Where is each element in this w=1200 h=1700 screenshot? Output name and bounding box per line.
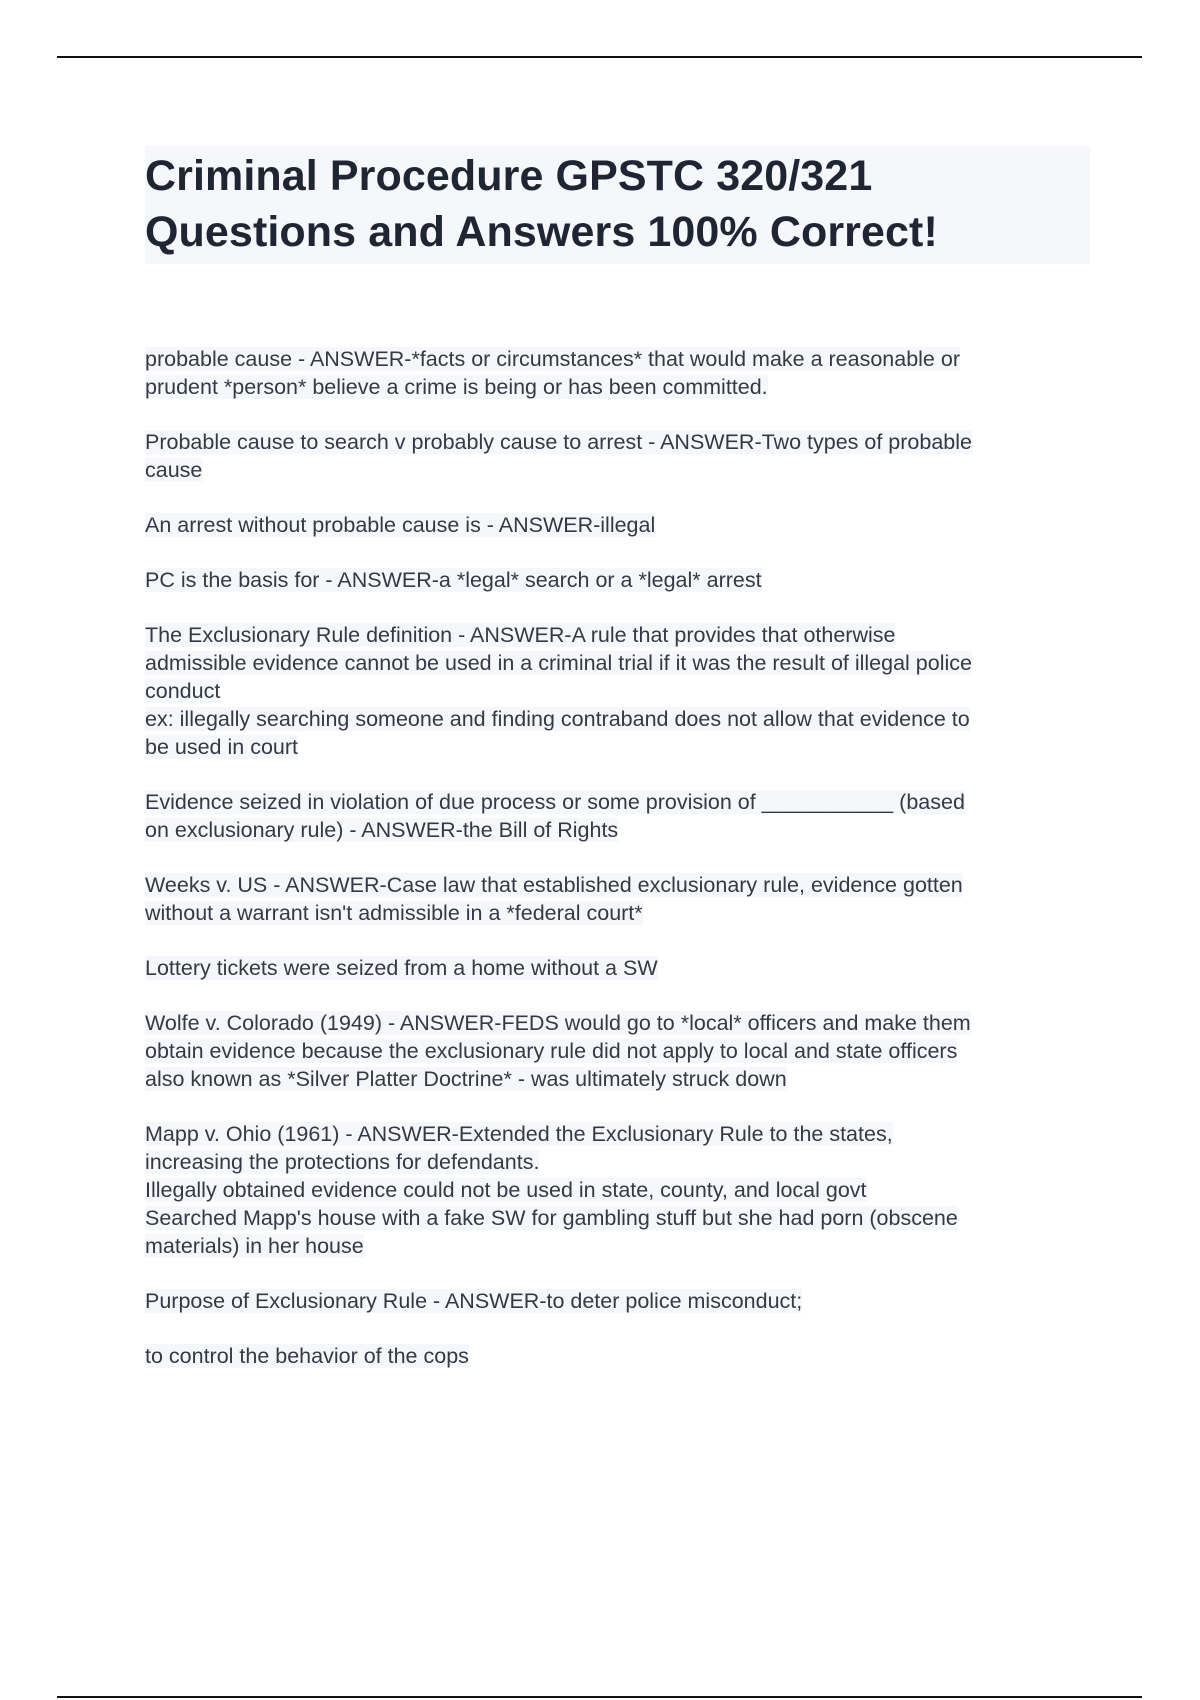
qa-line-text: on exclusionary rule) - ANSWER-the Bill of Rights [145,818,619,842]
qa-item [145,1120,1090,1260]
qa-line-text: to control the behavior of the cops [145,1344,469,1368]
qa-line-text: admissible evidence cannot be used in a criminal trial if it was the result of illegal police [145,651,972,675]
qa-line [145,566,1090,594]
qa-line-text: Searched Mapp's house with a fake SW for gambling stuff but she had porn (obscene [145,1206,958,1230]
qa-line [145,677,1090,705]
qa-line-text: cause [145,458,203,482]
qa-line-text: without a warrant isn't admissible in a *federal court* [145,901,643,925]
qa-line [145,1065,1090,1093]
qa-line [145,1232,1090,1260]
qa-line-text: PC is the basis for - ANSWER-a *legal* search or a *legal* arrest [145,568,762,592]
qa-line [145,1176,1090,1204]
qa-line-text: be used in court [145,735,298,759]
qa-item [145,871,1090,927]
qa-line-text: also known as *Silver Platter Doctrine* - was ultimately struck down [145,1067,787,1091]
qa-line [145,816,1090,844]
document-body [145,146,1090,1397]
qa-line-text: Evidence seized in violation of due process or some provision of ___________ (based [145,790,965,814]
qa-item [145,1287,1090,1315]
qa-line [145,621,1090,649]
qa-line [145,1120,1090,1148]
qa-item [145,954,1090,982]
qa-line [145,1009,1090,1037]
qa-line-text: ex: illegally searching someone and finding contraband does not allow that evidence to [145,707,970,731]
qa-line-text: Wolfe v. Colorado (1949) - ANSWER-FEDS would go to *local* officers and make them [145,1011,971,1035]
qa-line-text: probable cause - ANSWER-*facts or circumstances* that would make a reasonable or [145,347,960,371]
qa-line-text: Illegally obtained evidence could not be used in state, county, and local govt [145,1178,867,1202]
qa-item [145,788,1090,844]
qa-line-text: obtain evidence because the exclusionary rule did not apply to local and state officers [145,1039,958,1063]
qa-line-text: The Exclusionary Rule definition - ANSWER-A rule that provides that otherwise [145,623,896,647]
qa-line [145,373,1090,401]
top-divider [57,56,1142,58]
qa-line-text: Lottery tickets were seized from a home without a SW [145,956,658,980]
qa-line [145,1037,1090,1065]
qa-item [145,566,1090,594]
qa-line [145,1342,1090,1370]
qa-line [145,899,1090,927]
qa-line [145,456,1090,484]
qa-line [145,788,1090,816]
qa-line [145,428,1090,456]
qa-list [145,345,1090,1370]
qa-line-text: prudent *person* believe a crime is being or has been committed. [145,375,768,399]
qa-line [145,871,1090,899]
qa-line-text: materials) in her house [145,1234,364,1258]
qa-line-text: conduct [145,679,221,703]
qa-line [145,954,1090,982]
qa-line [145,1204,1090,1232]
qa-item [145,621,1090,761]
title-block [145,146,1090,264]
qa-item [145,1009,1090,1093]
qa-line [145,649,1090,677]
qa-item [145,345,1090,401]
qa-line [145,345,1090,373]
qa-line [145,511,1090,539]
bottom-divider [57,1696,1142,1698]
document-title [145,148,1090,260]
title-line-1: Criminal Procedure GPSTC 320/321 [145,152,873,200]
qa-item [145,511,1090,539]
qa-line [145,733,1090,761]
qa-item [145,1342,1090,1370]
qa-line-text: Mapp v. Ohio (1961) - ANSWER-Extended the Exclusionary Rule to the states, [145,1122,893,1146]
title-line-2: Questions and Answers 100% Correct! [145,208,938,256]
qa-item [145,428,1090,484]
qa-line [145,1148,1090,1176]
qa-line-text: Purpose of Exclusionary Rule - ANSWER-to deter police misconduct; [145,1289,803,1313]
qa-line-text: An arrest without probable cause is - ANSWER-illegal [145,513,656,537]
qa-line [145,1287,1090,1315]
qa-line [145,705,1090,733]
qa-line-text: Weeks v. US - ANSWER-Case law that established exclusionary rule, evidence gotten [145,873,963,897]
qa-line-text: Probable cause to search v probably cause to arrest - ANSWER-Two types of probable [145,430,972,454]
qa-line-text: increasing the protections for defendants. [145,1150,540,1174]
